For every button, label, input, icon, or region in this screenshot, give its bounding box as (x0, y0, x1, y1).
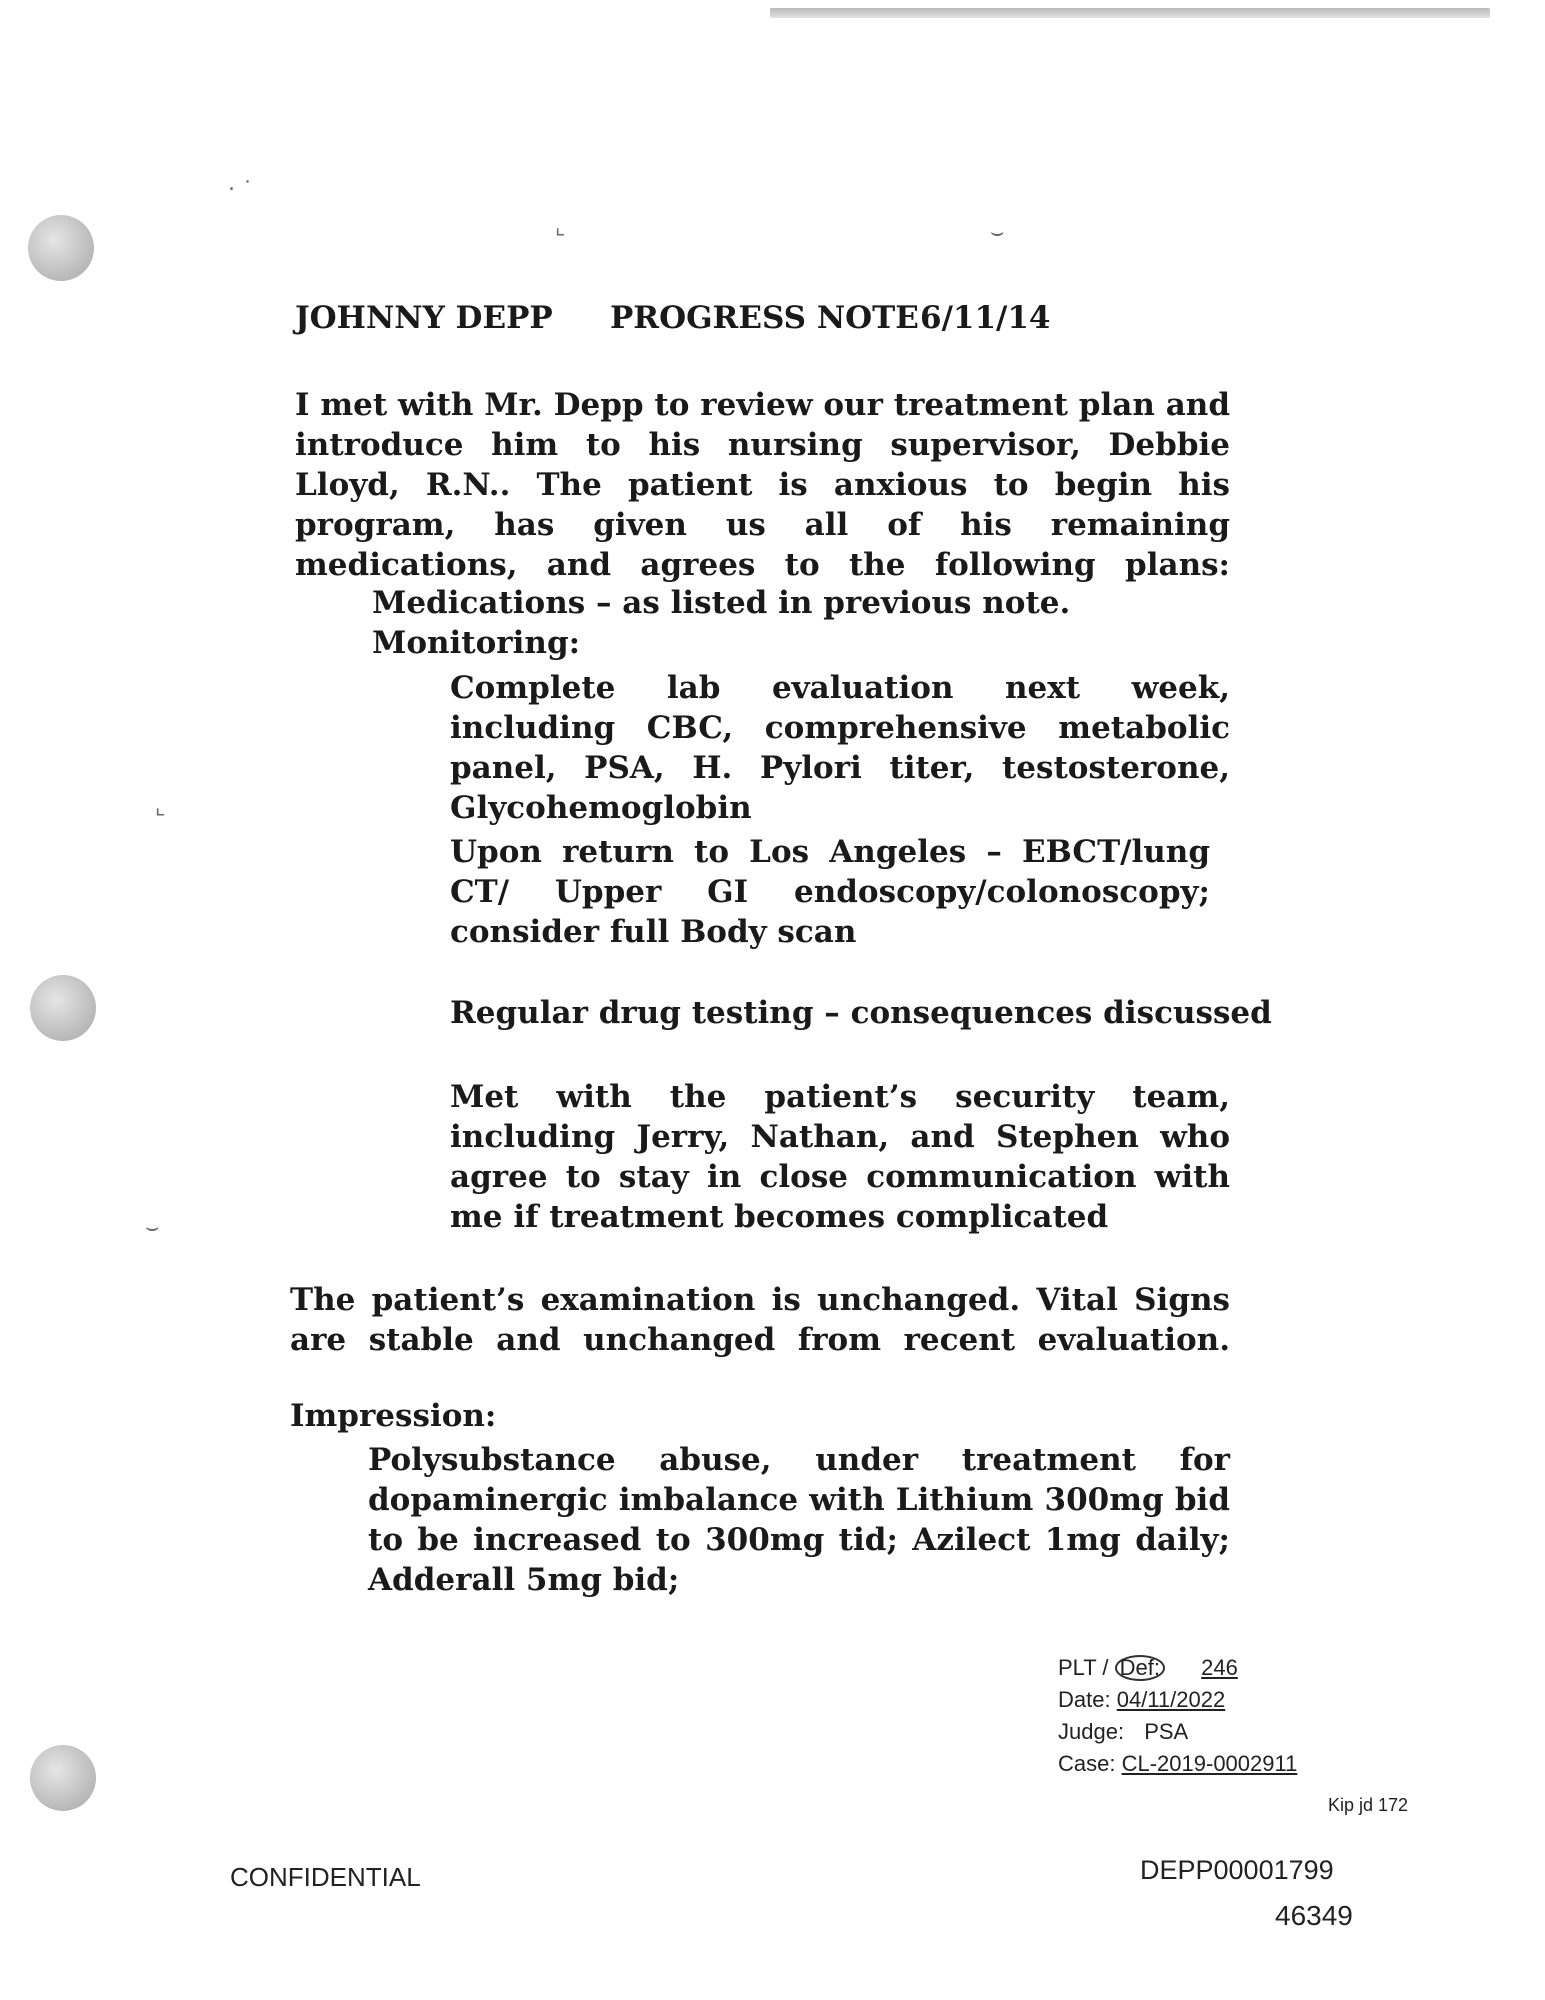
monitoring-label: Monitoring: (372, 625, 581, 661)
examination-paragraph: The patient’s examination is unchanged. Vital Signs are stable and unchanged from recent evaluation. (290, 1282, 1230, 1358)
patient-name: JOHNNY DEPP (295, 300, 553, 336)
scan-speck: ⌣ (145, 1215, 160, 1240)
impression-text: Polysubstance abuse, under treatment for dopaminergic imbalance with Lithium 300mg bid to be increased to 300mg tid; Azilect 1mg daily; Adderall 5mg bid; (368, 1442, 1230, 1598)
exhibit-case-row (1058, 1748, 1321, 1780)
medications-plan: Medications – as listed in previous note. (372, 585, 1071, 621)
punch-hole-bottom (30, 1745, 96, 1811)
drug-testing-plan: Regular drug testing – consequences discussed (450, 995, 1272, 1031)
scan-speck: ⌞ (155, 795, 166, 820)
exhibit-stamp (1058, 1652, 1321, 1780)
case-number: CL-2019-0002911 (1121, 1751, 1298, 1776)
punch-hole-middle (30, 975, 96, 1041)
date-label: Date: (1058, 1687, 1111, 1712)
bates-number: DEPP00001799 (1140, 1855, 1334, 1885)
lab-evaluation-plan: Complete lab evaluation next week, including CBC, comprehensive metabolic panel, PSA, H. Pylori titer, testosterone, Glycohemoglobin (450, 670, 1230, 826)
exhibit-number-row (1058, 1652, 1321, 1684)
note-title: PROGRESS NOTE (610, 300, 919, 336)
exhibit-date: 04/11/2022 (1116, 1687, 1226, 1712)
security-team-plan: Met with the patient’s security team, including Jerry, Nathan, and Stephen who agree to stay in close communication with me if treatment becomes complicated (450, 1079, 1230, 1235)
case-label: Case: (1058, 1751, 1116, 1776)
upon-return-plan: Upon return to Los Angeles – EBCT/lung CT/ Upper GI endoscopy/colonoscopy; consider full Body scan (450, 834, 1210, 950)
scan-edge-bar (770, 8, 1490, 18)
judge-label: Judge: (1058, 1719, 1125, 1744)
confidential-label: CONFIDENTIAL (230, 1862, 421, 1892)
handwritten-note: Kip jd 172 (1328, 1795, 1409, 1815)
exhibit-judge-row (1058, 1716, 1321, 1748)
page-number: 46349 (1275, 1900, 1353, 1931)
judge-initials: PSA (1144, 1719, 1189, 1744)
note-date: 6/11/14 (920, 300, 1051, 336)
plt-label: PLT / (1058, 1655, 1109, 1680)
scan-speck: ‧ ˙ (228, 178, 253, 203)
def-label-circled: Def: (1115, 1655, 1165, 1681)
exhibit-date-row (1058, 1684, 1321, 1716)
intro-paragraph: I met with Mr. Depp to review our treatment plan and introduce him to his nursing supervisor, Debbie Lloyd, R.N.. The patient is anxious to begin his program, has given us all of his remaining medications, and agrees to the following plans: (295, 387, 1230, 583)
scan-speck: ⌣ (990, 220, 1005, 245)
impression-label: Impression: (290, 1398, 497, 1434)
scan-speck: ⌞ (555, 215, 566, 240)
exhibit-number: 246 (1201, 1655, 1238, 1680)
punch-hole-top (28, 215, 94, 281)
